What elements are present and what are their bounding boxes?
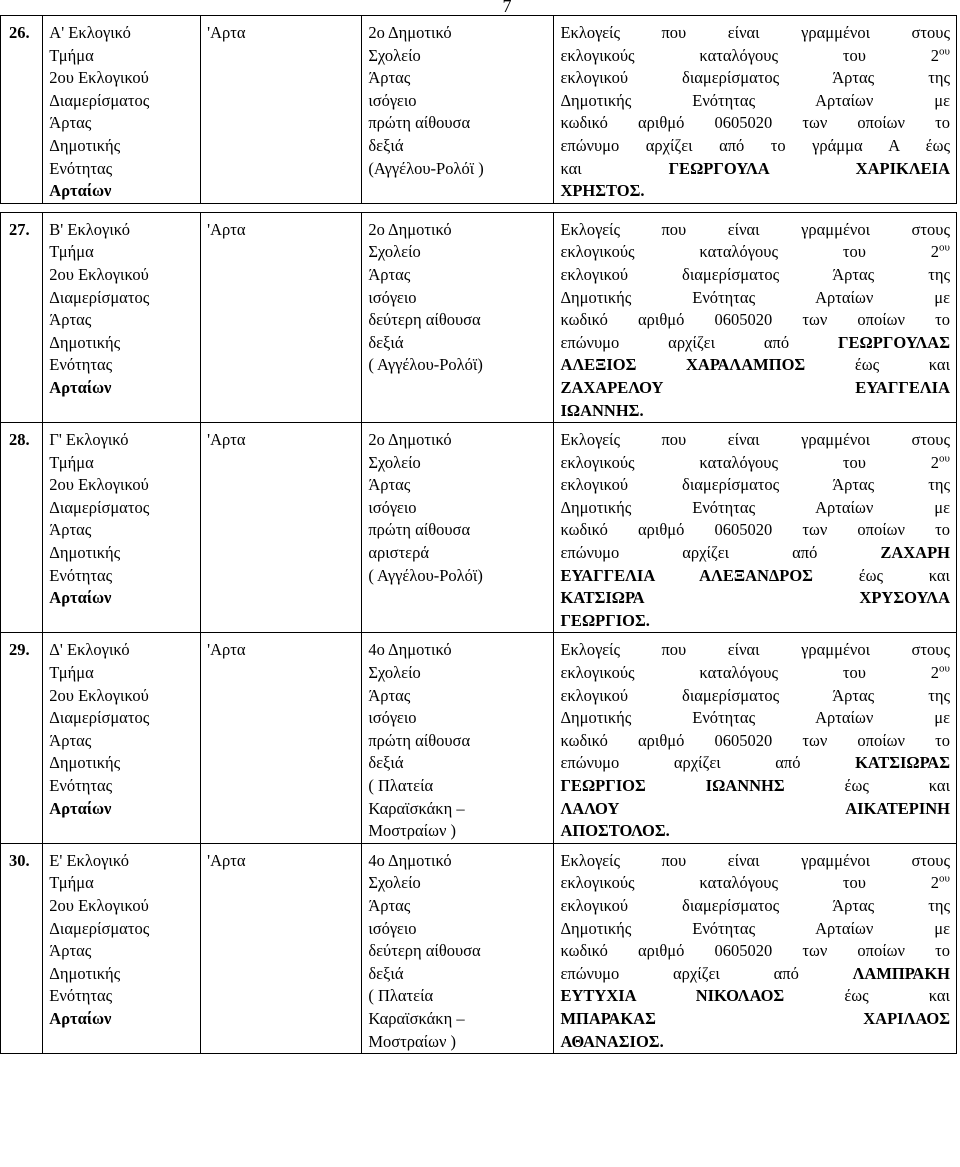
section-name-line: Δ' Εκλογικό [49,640,130,660]
description-line [560,985,950,1008]
description-line [560,872,950,895]
description-line [560,707,950,730]
description-text: κωδικό αριθμό 0605020 των οποίων το [560,941,950,961]
page-number: 7 [502,0,512,16]
location-line: ( Αγγέλου-Ρολόϊ) [368,565,483,585]
section-number [1,843,43,1053]
surname-bold: ΚΑΤΣΙΩΡΑΣ [855,753,950,773]
description-line [560,264,950,287]
city-text: 'Αρτα [207,430,246,450]
section-name-bold: Αρταίων [49,798,112,818]
description-line [560,565,950,588]
description-line [560,685,950,708]
section-name-line: Δημοτικής [49,332,121,352]
location-line: 4ο Δημοτικό [368,640,452,660]
location-line: Σχολείο [368,452,421,472]
description-line [560,587,950,610]
section-name-line: Ενότητας [49,776,113,795]
city [201,423,362,633]
description-text: έως και [784,776,951,795]
description-line [560,241,950,264]
description-line [560,1008,950,1031]
surname-bold: ΛΑΛΟΥ ΑΙΚΑΤΕΡΙΝΗ [560,798,950,818]
location-line: πρώτη αίθουσα [368,520,471,540]
description-text: έως [899,135,950,155]
description-text: εκλογικού διαμερίσματος Άρτας της [560,475,950,495]
description-line [560,963,950,986]
surname-bold: ΑΛΕΞΙΟΣ ΧΑΡΑΛΑΜΠΟΣ [560,355,806,375]
location-line: Σχολείο [368,45,421,65]
section-name-line: Διαμερίσματος [49,90,150,110]
surname-bold: ΖΑΧΑΡΕΛΟΥ ΕΥΑΓΓΕΛΙΑ [560,377,950,397]
section-name-line: Άρτας [49,520,92,540]
description-line [560,354,950,377]
description-text: εκλογικούς καταλόγους του 2 [560,663,940,683]
section-name-line: Τμήμα [49,663,94,683]
table-row [1,843,957,1053]
description-text: και [560,158,669,178]
section-name-line: Τμήμα [49,873,94,893]
description-line [560,180,950,203]
location-line: Άρτας [368,685,411,705]
description-text: Δημοτικής Ενότητας Αρταίων με [560,708,950,728]
location-line: 2ο Δημοτικό [368,430,452,450]
section-number-text: 26. [9,23,30,42]
voter-description [554,16,957,204]
description-text: εκλογικού διαμερίσματος Άρτας της [560,685,950,705]
section-number-text: 27. [9,219,30,239]
description-text: επώνυμο αρχίζει από [560,753,856,773]
section-name-line: Άρτας [49,310,92,330]
location-line: ισόγειο [368,708,417,728]
superscript: ου [939,872,950,885]
voter-description [554,212,957,422]
description-text: Δημοτικής Ενότητας Αρταίων με [560,497,950,517]
section-name-line: Δημοτικής [49,963,121,983]
city-text: 'Αρτα [207,640,246,660]
row-gap [1,203,43,212]
table-row [1,16,957,204]
description-text: έως και [812,565,950,585]
description-text: επώνυμο αρχίζει από [560,543,881,563]
description-line [560,542,950,565]
superscript: ου [939,241,950,254]
description-text: εκλογικούς καταλόγους του 2 [560,873,940,893]
location-line: αριστερά [368,543,429,563]
city-text: 'Αρτα [207,850,246,870]
row-gap [362,203,554,212]
section-name-line: Διαμερίσματος [49,497,150,517]
location-line: δεξιά [368,753,404,773]
table-row [1,212,957,422]
section-name-line: Α' Εκλογικό [49,23,131,42]
description-text: κωδικό αριθμό 0605020 των οποίων το [560,310,950,330]
description-line [560,309,950,332]
surname-bold: ΧΡΗΣΤΟΣ. [560,181,645,201]
description-line [560,940,950,963]
description-line [560,67,950,90]
section-name-line: Ενότητας [49,986,113,1006]
section-name-line: Άρτας [49,730,92,750]
location-line: ( Πλατεία [368,986,434,1006]
section-name-line: Δημοτικής [49,135,121,155]
location-line: 4ο Δημοτικό [368,850,452,870]
city [201,633,362,843]
surname-bold: ΓΕΩΡΓΟΥΛΑΣ [838,332,950,352]
description-text: επώνυμο αρχίζει από το γράμμα [560,135,889,155]
description-line [560,639,950,662]
location-line: Μοστραίων ) [368,821,457,841]
description-line [560,400,950,423]
voter-description [554,843,957,1053]
location-line: Μοστραίων ) [368,1031,457,1051]
description-text: έως και [805,355,951,375]
description-line [560,820,950,843]
location-line: Άρτας [368,264,411,284]
section-name-line: Β' Εκλογικό [49,219,130,239]
surname-bold: ΕΥΤΥΧΙΑ ΝΙΚΟΛΑΟΣ [560,986,785,1006]
description-line [560,730,950,753]
location-line: δεύτερη αίθουσα [368,941,481,961]
location-line: δεξιά [368,332,404,352]
location-line: δεξιά [368,135,404,155]
section-name-line: Ενότητας [49,565,113,585]
description-line [560,610,950,633]
description-text: Εκλογείς που είναι γραμμένοι στους [560,23,950,42]
description-text: κωδικό αριθμό 0605020 των οποίων το [560,730,950,750]
description-text: εκλογικούς καταλόγους του 2 [560,242,940,262]
surname-bold: ΑΘΑΝΑΣΙΟΣ. [560,1031,664,1051]
location-line: Σχολείο [368,873,421,893]
location [362,633,554,843]
description-line [560,45,950,68]
description-text: εκλογικού διαμερίσματος Άρτας της [560,895,950,915]
section-name-line: Ενότητας [49,355,113,375]
description-text: κωδικό αριθμό 0605020 των οποίων το [560,520,950,540]
section-name-line: Άρτας [49,941,92,961]
section-name-line: Ενότητας [49,158,113,178]
description-text: εκλογικού διαμερίσματος Άρτας της [560,68,950,88]
description-text: Εκλογείς που είναι γραμμένοι στους [560,430,950,450]
section-name-line: 2ου Εκλογικού [49,475,149,495]
section-name-line: Δημοτικής [49,543,121,563]
surname-bold: ΙΩΑΝΝΗΣ. [560,400,644,420]
description-text: Εκλογείς που είναι γραμμένοι στους [560,850,950,870]
section-name-line: Διαμερίσματος [49,918,150,938]
section-name-line: Γ' Εκλογικό [49,430,129,450]
description-line [560,895,950,918]
description-line [560,798,950,821]
section-name-line: Τμήμα [49,242,94,262]
table-row [1,633,957,843]
description-text: επώνυμο αρχίζει από [560,963,853,983]
description-line [560,497,950,520]
voter-description [554,423,957,633]
description-line [560,918,950,941]
location [362,16,554,204]
location-line: δεύτερη αίθουσα [368,310,481,330]
section-number-text: 29. [9,640,30,660]
description-text: επώνυμο αρχίζει από [560,332,839,352]
description-text: εκλογικού διαμερίσματος Άρτας της [560,264,950,284]
section-name-bold: Αρταίων [49,377,112,397]
description-line [560,429,950,452]
description-line [560,22,950,45]
city-text: 'Αρτα [207,219,246,239]
section-name-line: Δημοτικής [49,753,121,773]
location-line: Άρτας [368,68,411,88]
description-line [560,377,950,400]
description-line [560,135,950,158]
surname-bold: ΕΥΑΓΓΕΛΙΑ ΑΛΕΞΑΝΔΡΟΣ [560,565,813,585]
location-line: πρώτη αίθουσα [368,113,471,133]
section-name [43,633,201,843]
section-name [43,843,201,1053]
section-name-line: 2ου Εκλογικού [49,895,149,915]
surname-bold: ΖΑΧΑΡΗ [880,543,950,563]
location-line: ισόγειο [368,918,417,938]
surname-bold: ΑΠΟΣΤΟΛΟΣ. [560,821,670,841]
description-text: Α [888,135,900,155]
description-text: Δημοτικής Ενότητας Αρταίων με [560,918,950,938]
description-text: κωδικό αριθμό 0605020 των οποίων το [560,113,950,133]
location-line: Άρτας [368,475,411,495]
location [362,843,554,1053]
description-text: εκλογικούς καταλόγους του 2 [560,452,940,472]
section-name-line: Διαμερίσματος [49,708,150,728]
section-name-line: 2ου Εκλογικού [49,264,149,284]
row-gap [43,203,201,212]
location-line: Καραϊσκάκη – [368,798,465,818]
surname-bold: ΓΕΩΡΓΙΟΣ ΙΩΑΝΝΗΣ [560,776,785,795]
surname-bold: ΛΑΜΠΡΑΚΗ [852,963,950,983]
location-line: (Αγγέλου-Ρολόϊ ) [368,158,484,178]
section-name-line: 2ου Εκλογικού [49,685,149,705]
section-name-bold: Αρταίων [49,588,112,608]
superscript: ου [939,452,950,465]
location-line: 2ο Δημοτικό [368,23,452,42]
surname-bold: ΜΠΑΡΑΚΑΣ ΧΑΡΙΛΑΟΣ [560,1008,950,1028]
section-number [1,16,43,204]
section-name [43,212,201,422]
section-name [43,423,201,633]
city [201,843,362,1053]
superscript: ου [939,45,950,58]
section-name-line: 2ου Εκλογικού [49,68,149,88]
section-name-line: Τμήμα [49,45,94,65]
location [362,423,554,633]
surname-bold: ΓΕΩΡΓΙΟΣ. [560,610,650,630]
table-row [1,423,957,633]
section-name-line: Άρτας [49,113,92,133]
location-line: Σχολείο [368,242,421,262]
row-gap [201,203,362,212]
section-name-bold: Αρταίων [49,181,112,201]
description-text: εκλογικούς καταλόγους του 2 [560,45,940,65]
city-text: 'Αρτα [207,23,246,42]
description-line [560,775,950,798]
description-text: έως και [784,986,950,1006]
section-number [1,423,43,633]
polling-stations-table [0,15,957,1054]
location-line: Καραϊσκάκη – [368,1008,465,1028]
location-line: Σχολείο [368,663,421,683]
city [201,212,362,422]
location-line: ισόγειο [368,90,417,110]
location-line: ( Πλατεία [368,776,434,795]
city [201,16,362,204]
section-number-text: 30. [9,850,30,870]
location-line: ( Αγγέλου-Ρολόϊ) [368,355,483,375]
location-line: πρώτη αίθουσα [368,730,471,750]
location-line: 2ο Δημοτικό [368,219,452,239]
section-number-text: 28. [9,430,30,450]
section-name-line: Διαμερίσματος [49,287,150,307]
section-number [1,633,43,843]
description-line [560,332,950,355]
section-name [43,16,201,204]
description-text: Δημοτικής Ενότητας Αρταίων με [560,287,950,307]
section-name-line: Τμήμα [49,452,94,472]
description-line [560,850,950,873]
location-line: ισόγειο [368,287,417,307]
description-text: Εκλογείς που είναι γραμμένοι στους [560,219,950,239]
description-line [560,158,950,181]
description-line [560,662,950,685]
section-name-line: Ε' Εκλογικό [49,850,130,870]
description-text: Δημοτικής Ενότητας Αρταίων με [560,90,950,110]
description-line [560,287,950,310]
location [362,212,554,422]
voter-description [554,633,957,843]
location-line: Άρτας [368,895,411,915]
description-line [560,519,950,542]
section-name-bold: Αρταίων [49,1008,112,1028]
section-number [1,212,43,422]
description-line [560,452,950,475]
description-text: Εκλογείς που είναι γραμμένοι στους [560,640,950,660]
description-line [560,112,950,135]
row-gap [554,203,957,212]
surname-bold: ΚΑΤΣΙΩΡΑ ΧΡΥΣΟΥΛΑ [560,588,950,608]
surname-bold: ΓΕΩΡΓΟΥΛΑ ΧΑΡΙΚΛΕΙΑ [668,158,950,178]
description-line [560,752,950,775]
superscript: ου [939,662,950,675]
description-line [560,90,950,113]
location-line: δεξιά [368,963,404,983]
description-line [560,219,950,242]
description-line [560,474,950,497]
location-line: ισόγειο [368,497,417,517]
description-line [560,1031,950,1054]
